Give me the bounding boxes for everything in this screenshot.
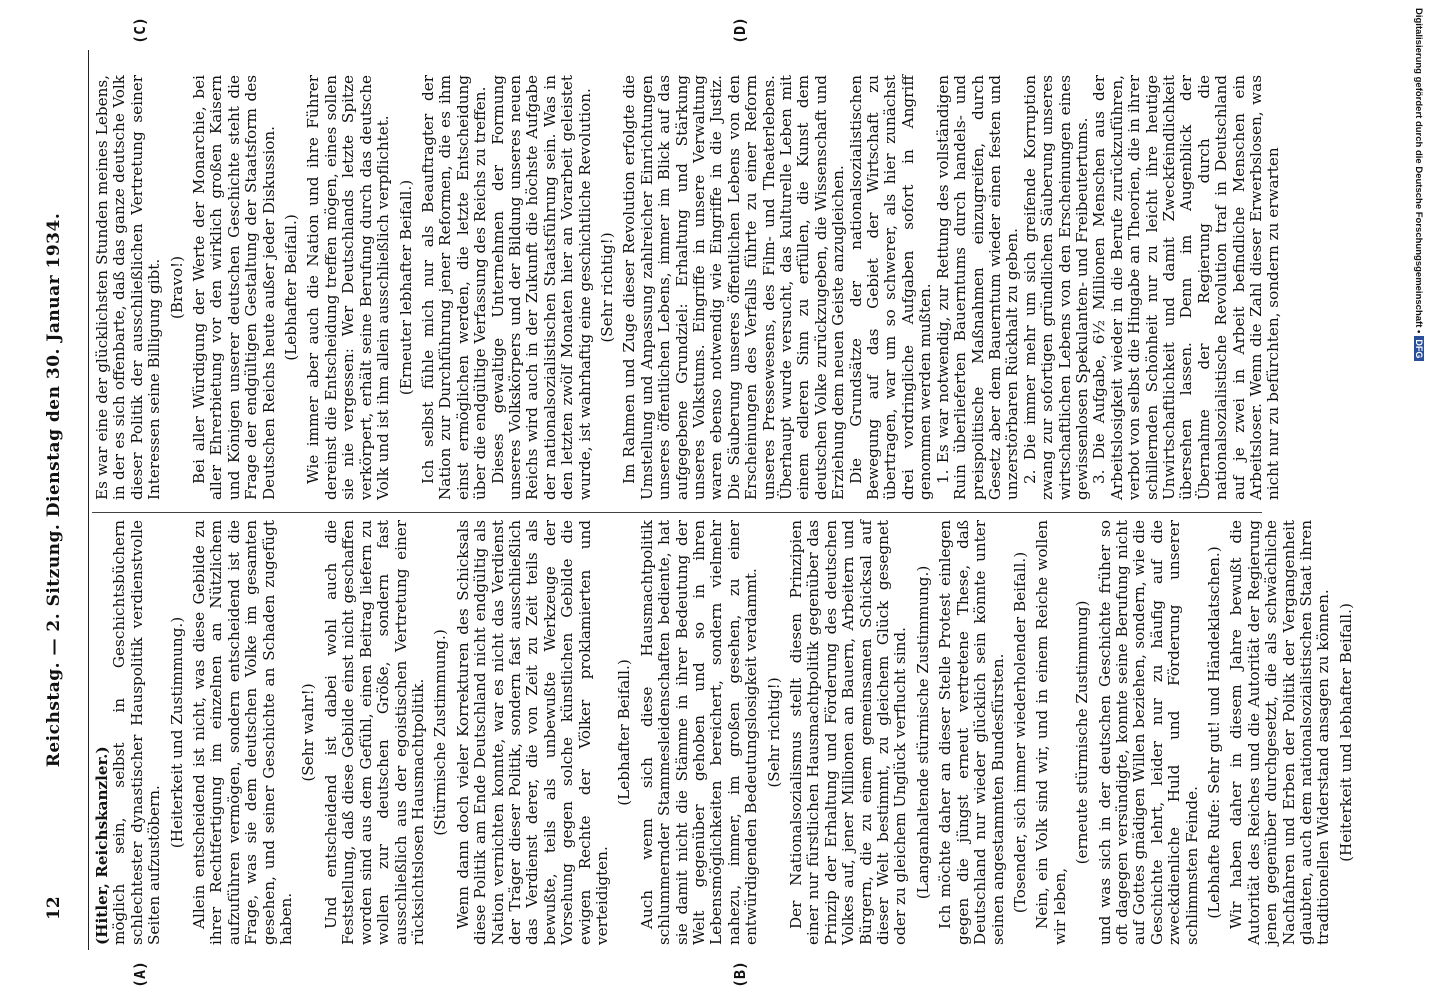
- reaction-note: (Sehr wahr!): [299, 683, 318, 782]
- running-title: Reichstag. — 2. Sitzung. Dienstag den 30. Januar 1934.: [44, 212, 64, 768]
- paragraph: Nein, ein Volk sind wir, und in einem Reiche wollen wir leben,: [1033, 520, 1069, 945]
- paragraph: Der Nationalsozialismus stellt diesen Prinzipien einer nur fürstlichen Hausmachtpolitik gegenüber das Prinzip der Erhaltung und Förderung des deutschen Volkes auf, jener Millionen an Bauern, Arbeitern und Bürgern, die zu einem gemeinsamen Schicksal auf dieser Welt bestimmt, zu gleichem Glück gesegnet oder zu gleichem Unglück verflucht sind.: [787, 520, 910, 945]
- margin-mark-d: (D): [731, 16, 749, 44]
- reaction-note: (Lebhafter Beifall.): [282, 214, 301, 361]
- margin-mark-b: (B): [731, 960, 749, 988]
- reaction-note: (Lebhafte Rufe: Sehr gut! und Händeklatschen.): [1204, 546, 1223, 919]
- paragraph: Auch wenn sich diese Hausmachtpolitik schlummernder Stammesleidenschaften bediente, hat sie damit nicht die Stämme in ihrer Bedeutung der Welt gegenüber gehoben und so in ihren Lebensmöglichkeiten bereichert, sondern vielmehr nahezu, immer, im großen gesehen, zu einer entwürdigenden Bedeutungslosigkeit verdammt.: [637, 520, 761, 945]
- reaction-note: (Erneuter lebhafter Beifall.): [396, 179, 415, 396]
- paragraph: Es war eine der glücklichsten Stunden meines Lebens, in der es sich offenbarte, daß das ganze deutsche Volk dieser Politik der ausschließlichen Vertretung seiner Interessen seine Billigung gibt.: [93, 75, 164, 500]
- header-rule: [88, 50, 89, 950]
- paragraph: 3. Die Aufgabe, 6½ Millionen Menschen aus der Arbeitslosigkeit wieder in die Berufe zurückzuführen, verbot von selbst die Hingabe an Theorien, die in ihrer schillernden Schönheit nur zu leicht ihre heutige Unwirtschaftlichkeit und damit Zweckfeindlichkeit übersehen lassen. Denn im Augenblick der Übernahme der Regierung durch die nationalsozialistische Revolution traf in Deutschland auf je zwei in Arbeit befindliche Menschen ein Arbeitsloser. Wenn die Zahl dieser Erwerbslosen, was nicht nur zu befürchten, sondern zu erwarten: [1090, 75, 1283, 500]
- page-number: 12: [44, 896, 64, 920]
- right-column: [94, 75, 1283, 500]
- margin-mark-a: (A): [131, 960, 149, 988]
- column-divider: [92, 512, 1262, 513]
- paragraph: möglich sein, selbst in Geschichtsbüchern schlechtester dynastischer Hauspolitik verdienstvolle Seiten aufzustöbern.: [110, 520, 164, 945]
- reaction-note: (Sehr richtig!): [597, 232, 616, 343]
- reaction-note: (Heiterkeit und Zustimmung.): [167, 616, 186, 849]
- paragraph: Im Rahmen und Zuge dieser Revolution erfolgte die Umstellung und Anpassung zahlreicher Einrichtungen unseres öffentlichen Lebens, immer im Blick auf das aufgegebene Grundziel: Erhaltung und Stärkung unseres Volkstums. Eingriffe in unsere Verwaltung waren ebenso notwendig wie Eingriffe in die Justiz. Die Säuberung unseres öffentlichen Lebens von den Erscheinungen des Verfalls führte zu einer Reform unseres Pressewesens, des Film- und Theaterlebens. Überhaupt wurde versucht, das kulturelle Leben mit einem edleren Sinn zu erfüllen, die Kunst dem deutschen Volke zurückzugeben, die Wissenschaft und Erziehung dem neuen Geiste anzugleichen.: [620, 75, 848, 500]
- paragraph: Wenn dann doch vieler Korrekturen des Schicksals diese Politik am Ende Deutschland nicht endgültig als Nation vernichten konnte, war es nicht das Verdienst der Träger dieser Politik, sondern fast ausschließlich das Verdienst derer, die von Zeit zu Zeit teils als bewußte, teils als unbewußte Werkzeuge der Vorsehung gegen solche künstlichen Gebilde die ewigen Rechte der Völker proklamierten und verteidigten.: [453, 520, 611, 945]
- reaction-note: (Heiterkeit und lebhafter Beifall.): [1336, 603, 1355, 862]
- page-header: [42, 50, 78, 950]
- paragraph: 1. Es war notwendig, zur Rettung des vollständigen Ruin überlieferten Bauerntums durch handels- und preispolitische Maßnahmen einzugreifen, durch Gesetz aber dem Bauerntum wieder einen festen und unzerstörbaren Rückhalt zu geben.: [933, 75, 1022, 500]
- reaction-note: (Lebhafter Beifall.): [615, 659, 634, 806]
- paragraph: Wir haben daher in diesem Jahre bewußt die Autorität des Reiches und die Autorität der Regierung jenen gegenüber durchgesetzt, die als schwächliche Nachfahren und Erben der Politik der Vergangenheit glaubten, auch dem nationalsozialistischen Staat ihren traditionellen Widerstand ansagen zu können.: [1227, 520, 1333, 945]
- reaction-note: (Stürmische Zustimmung.): [431, 629, 450, 836]
- digitization-credit: [1413, 8, 1424, 361]
- paragraph: Die Grundsätze der nationalsozialistischen Bewegung auf das Gebiet der Wirtschaft zu übertragen, war um so schwerer, als hier zunächst drei vordringliche Aufgaben sofort in Angriff genommen werden mußten.: [846, 75, 935, 500]
- reaction-note: (Bravo!): [167, 255, 186, 320]
- credit-text: Digitalisierung gefördert durch die Deutsche Forschungsgemeinschaft •: [1413, 8, 1424, 334]
- paragraph: Ich selbst fühle mich nur als Beauftragter der Nation zur Durchführung jener Reformen, die es ihm einst ermöglichen werden, die letzte Entscheidung über die endgültige Verfassung des Reichs zu treffen.: [418, 75, 490, 500]
- paragraph: Dieses gewaltige Unternehmen der Formung unseres Volkskörpers und der Bildung unseres neuen Reichs wird auch in der Zukunft die höchste Aufgabe der nationalsozialistischen Staatsführung sein. Was in den letzten zwölf Monaten hier an Vorarbeit geleistet wurde, ist wahrhaftig eine geschichtliche Revolution.: [488, 75, 594, 500]
- reaction-note: (Sehr richtig!): [764, 677, 783, 788]
- paragraph: Wie immer aber auch die Nation und ihre Führer dereinst die Entscheidung treffen mögen, eines sollen sie nie vergessen: Wer Deutschlands letzte Spitze verkörpert, erhält seine Berufung durch das deutsche Volk und ist ihm allein ausschließlich verpflichtet.: [304, 75, 393, 500]
- paragraph: Ich möchte daher an dieser Stelle Protest einlegen gegen die jüngst erneut vertretene These, daß Deutschland nur wieder glücklich sein könnte unter seinen angestammten Bundesfürsten.: [936, 520, 1007, 945]
- left-column: [94, 520, 1360, 945]
- reaction-note: (Langanhaltende stürmische Zustimmung.): [913, 565, 932, 900]
- reaction-note: (erneute stürmische Zustimmung): [1073, 600, 1092, 865]
- reichstag-protocol-page: [42, 16, 1355, 988]
- paragraph: Bei aller Würdigung der Werte der Monarchie, bei aller Ehrerbietung vor den wirklich großen Kaisern und Königen unserer deutschen Geschichte steht die Frage der endgültigen Gestaltung der Staatsform des Deutschen Reichs heute außer jeder Diskussion.: [190, 75, 278, 500]
- reaction-note: (Tosender, sich immer wiederholender Beifall.): [1010, 551, 1029, 914]
- paragraph: Und entscheidend ist dabei wohl auch die Feststellung, daß diese Gebilde einst nicht geschaffen worden sind aus dem Gefühl, einen Beitrag liefern zu wollen zur deutschen Größe, sondern fast ausschließlich aus der egoistischen Vertretung einer rücksichtslosen Hausmachtpolitik.: [321, 520, 427, 945]
- dfg-logo: DFG: [1414, 336, 1424, 361]
- paragraph: Allein entscheidend ist nicht, was diese Gebilde zu ihrer Rechtfertigung im einzelnen an Nützlichem aufzuführen vermögen, sondern entscheidend ist die Frage, was sie dem deutschen Volke im gesamten gesehen, und seiner Geschichte an Schaden zugefügt haben.: [190, 520, 296, 945]
- paragraph: und was sich in der deutschen Geschichte früher so oft dagegen versündigte, konnte seine Berufung nicht auf Gottes gnädigen Willen beziehen, sondern, wie die Geschichte lehrt, leider nur zu häufig auf die zweckdienliche Huld und Förderung unserer schlimmsten Feinde.: [1095, 520, 1201, 945]
- margin-mark-c: (C): [131, 16, 149, 44]
- paragraph: 2. Die immer mehr um sich greifende Korruption zwang zur sofortigen gründlichen Säuberung unseres wirtschaftlichen Lebens von den Erscheinungen eines gewissenlosen Spekulanten- und Freibeutertums.: [1020, 75, 1091, 500]
- speaker-label: (Hitler, Reichskanzler.): [93, 746, 111, 945]
